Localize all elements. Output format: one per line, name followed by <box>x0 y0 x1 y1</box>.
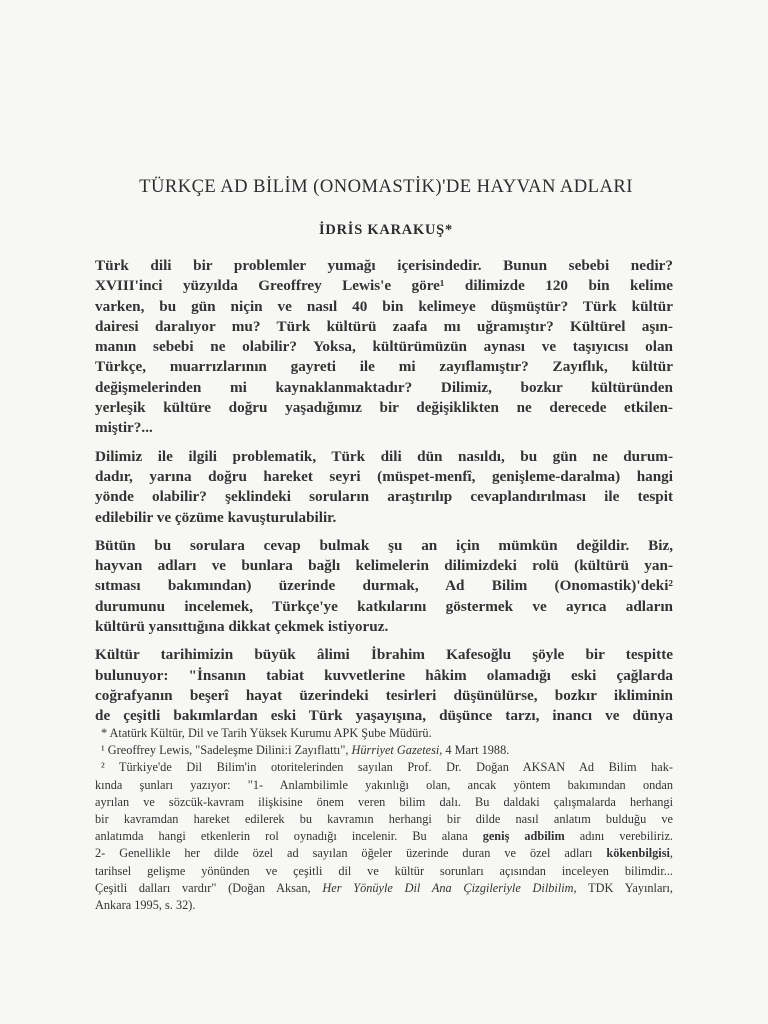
footnote-2-line: ayrılan ve sözcük-kavram ilişkisine önem veren bilim dalı. Bu daldaki çalışmalarda herhangi <box>95 794 673 809</box>
text-line: yerleşik kültüre doğru yaşadığımız bir değişiklikten ne derecede etkilen- <box>95 399 673 417</box>
footnote-2-term: kökenbilgisi <box>606 846 670 861</box>
footnote-2-line: Ankara 1995, s. 32). <box>95 898 196 913</box>
text-line: varken, bu gün niçin ve nasıl 40 bin kelimeye düşmüştür? Türk kültür <box>95 297 673 315</box>
text-line: hayvan adları ve bunlara bağlı kelimelerin dilimizdeki rolü (kültürü yan- <box>95 557 673 575</box>
footnote-2-line <box>95 845 673 862</box>
author-name: İDRİS KARAKUŞ* <box>319 222 453 238</box>
text-line: manın sebebi ne olabilir? Yoksa, kültürümüzün aynası ve taşıyıcısı olan <box>95 338 673 356</box>
article-title: TÜRKÇE AD BİLİM (ONOMASTİK)'DE HAYVAN ADLARI <box>139 176 633 197</box>
footnote-2-line: ² Türkiye'de Dil Bilim'in otoritelerinden sayılan Prof. Dr. Doğan AKSAN Ad Bilim hak- <box>101 760 673 775</box>
paragraph-2 <box>95 447 673 528</box>
footnote-1-source: Hürriyet Gazetesi <box>351 743 440 758</box>
footnote-2-text: , <box>669 846 673 861</box>
footnote-2-line: bir kavramdan hareket edilerek bu kavramın herhangi bir dilde nasıl anlatım bulduğu ve <box>95 812 673 827</box>
footnote-2-line: kında şunları yazıyor: "1- Anlambilimle yakınlığı olan, ancak yöntem bakımından ondan <box>95 777 673 792</box>
footnote-2-line: tarihsel gelişme yönünden ve çeşitli dil ve kültür sorunları açısından inceleyen bilimdir... <box>95 863 673 878</box>
footnote-2-text: , TDK Yayınları, <box>573 880 674 895</box>
text-line: Dilimiz ile ilgili problematik, Türk dili dün nasıldı, bu gün ne durum- <box>95 447 673 465</box>
text-line: kültürü yansıttığına dikkat çekmek istiyoruz. <box>95 618 389 636</box>
text-line: durumunu incelemek, Türkçe'ye katkılarını göstermek ve ayrıca adların <box>95 597 673 615</box>
text-line: de çeşitli bakımlardan eski Türk yaşayışına, düşünce tarzı, inancı ve dünya <box>95 707 673 725</box>
footnote-1 <box>95 742 673 759</box>
paragraph-1 <box>95 256 673 439</box>
footnote-author-affiliation: * Atatürk Kültür, Dil ve Tarih Yüksek Kurumu APK Şube Müdürü. <box>101 726 432 740</box>
paragraph-3 <box>95 536 673 637</box>
article-body <box>95 256 673 735</box>
footnote-2-text: adını verebiliriz. <box>564 829 673 844</box>
text-line: edilebilir ve çözüme kavuşturulabilir. <box>95 508 337 526</box>
text-line: bulunuyor: "İnsanın tabiat kuvvetlerine hâkim olamadığı eski çağlarda <box>95 666 673 684</box>
footnotes <box>95 725 673 914</box>
text-line: coğrafyanın beşerî hayat üzerindeki tesirleri düşünülürse, bozkır ikliminin <box>95 686 673 704</box>
text-line: Kültür tarihimizin büyük âlimi İbrahim Kafesoğlu şöyle bir tespitte <box>95 646 673 664</box>
text-line: XVIII'inci yüzyılda Greoffrey Lewis'e göre¹ dilimizde 120 bin kelime <box>95 277 673 295</box>
text-line: Bütün bu sorulara cevap bulmak şu an için mümkün değildir. Biz, <box>95 536 673 554</box>
footnote-2-term: geniş adbilim <box>482 829 565 844</box>
footnote-2-line <box>95 880 673 897</box>
footnote-1-date: , 4 Mart 1988. <box>439 743 510 758</box>
footnote-2-text: anlatımda hangi etkenlerin rol oynadığı incelenir. Bu alana <box>95 829 483 844</box>
text-line: Türk dili bir problemler yumağı içerisindedir. Bunun sebebi nedir? <box>95 257 673 274</box>
footnote-2-text: Çeşitli dalları vardır" (Doğan Aksan, <box>95 880 323 895</box>
text-line: sıtması bakımından) üzerinde durmak, Ad Bilim (Onomastik)'deki² <box>95 577 673 595</box>
paragraph-4 <box>95 645 673 726</box>
text-line: yönde olabilir? şeklindeki soruların araştırılıp cevaplandırılması ile tespit <box>95 488 673 506</box>
footnote-2-line <box>95 828 673 845</box>
text-line: miştir?... <box>95 419 153 437</box>
text-line: Türkçe, muarrızlarının gayreti ile mi zayıflamıştır? Zayıflık, kültür <box>95 358 673 376</box>
text-line: dadır, yarına doğru hareket seyri (müspet-menfî, genişleme-daralma) hangi <box>95 467 673 485</box>
footnote-2-text: 2- Genellikle her dilde özel ad sayılan öğeler üzerinde duran ve özel adları <box>95 846 607 861</box>
text-line: dairesi daralıyor mu? Türk kültürü zaafa mı uğramıştır? Kültürel aşın- <box>95 317 673 335</box>
footnote-2-book-title: Her Yönüyle Dil Ana Çizgileriyle Dilbilim <box>322 880 574 895</box>
text-line: değişmelerinden mi kaynaklanmaktadır? Dilimiz, bozkır kültüründen <box>95 378 673 396</box>
footnote-1-text: ¹ Greoffrey Lewis, "Sadeleşme Dilini:i Zayıflattı", <box>101 743 352 758</box>
